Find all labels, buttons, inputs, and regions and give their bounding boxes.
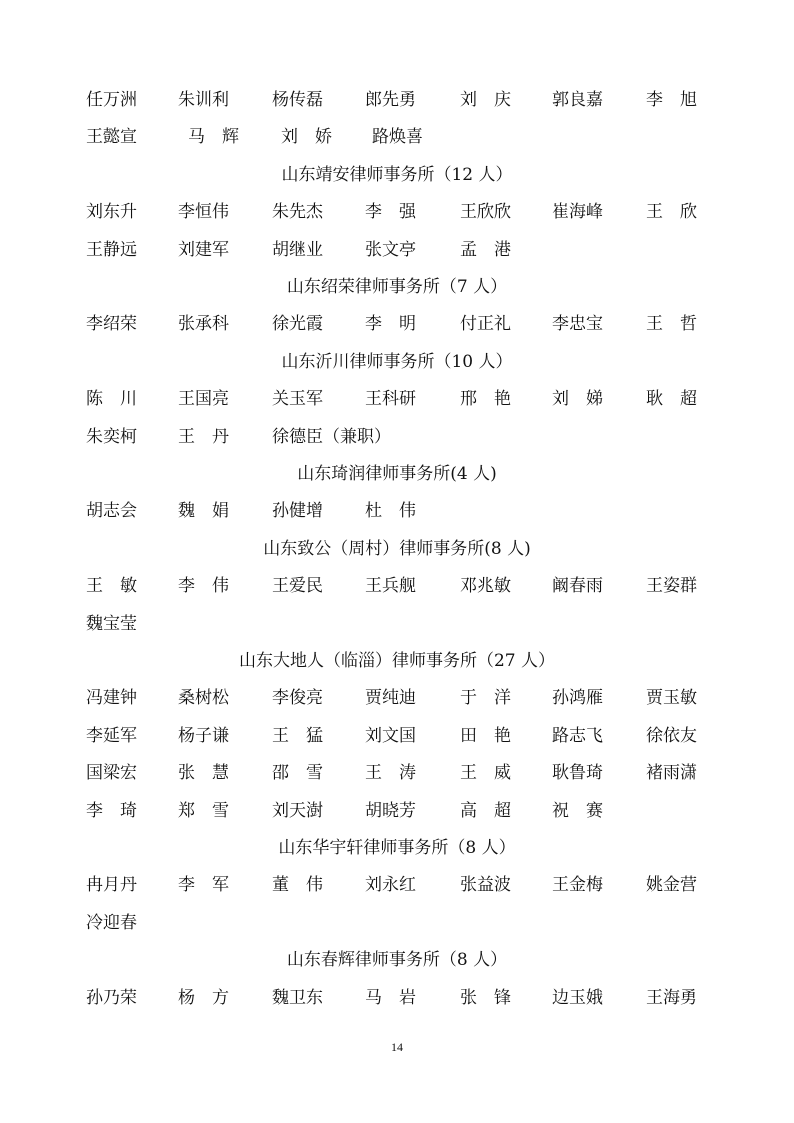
lawyer-name: 杨 方 bbox=[178, 987, 229, 1008]
lawyer-name: 徐德臣（兼职） bbox=[272, 426, 391, 447]
name-row bbox=[0, 871, 794, 899]
lawyer-name: 胡志会 bbox=[86, 501, 137, 522]
lawyer-name: 李 琦 bbox=[86, 800, 137, 821]
lawyer-name: 郎先勇 bbox=[365, 90, 416, 110]
lawyer-name: 李忠宝 bbox=[552, 314, 603, 335]
lawyer-name: 徐依友 bbox=[646, 725, 697, 746]
name-row bbox=[0, 310, 794, 338]
lawyer-name: 关玉军 bbox=[272, 389, 323, 410]
firm-heading bbox=[0, 946, 794, 974]
name-row bbox=[0, 722, 794, 750]
lawyer-name: 王海勇 bbox=[646, 987, 697, 1008]
lawyer-name: 刘 娇 bbox=[281, 127, 332, 148]
firm-heading-text: 山东琦润律师事务所(4 人) bbox=[297, 464, 497, 484]
name-row bbox=[0, 684, 794, 712]
lawyer-name: 朱训利 bbox=[178, 90, 229, 110]
lawyer-name: 朱奕柯 bbox=[86, 426, 137, 447]
lawyer-name: 马 岩 bbox=[365, 987, 416, 1008]
lawyer-name: 徐光霞 bbox=[272, 314, 323, 335]
name-row bbox=[0, 423, 794, 451]
lawyer-name: 王 哲 bbox=[646, 314, 697, 335]
lawyer-name: 国梁宏 bbox=[86, 763, 137, 784]
lawyer-name: 邢 艳 bbox=[460, 389, 511, 410]
lawyer-name: 付正礼 bbox=[460, 314, 511, 335]
name-row bbox=[0, 759, 794, 787]
lawyer-name: 张 锋 bbox=[460, 987, 511, 1008]
firm-heading-text: 山东致公（周村）律师事务所(8 人) bbox=[263, 538, 531, 559]
lawyer-name: 耿 超 bbox=[646, 389, 697, 410]
firm-heading bbox=[0, 348, 794, 376]
lawyer-name: 路焕喜 bbox=[372, 127, 423, 148]
lawyer-name: 杨子谦 bbox=[178, 725, 229, 746]
lawyer-name: 冉月丹 bbox=[86, 875, 137, 896]
lawyer-name: 王 威 bbox=[460, 763, 511, 784]
firm-heading bbox=[0, 273, 794, 301]
lawyer-name: 王 猛 bbox=[272, 725, 323, 746]
lawyer-name: 边玉娥 bbox=[552, 987, 603, 1008]
name-row bbox=[0, 123, 794, 151]
firm-heading bbox=[0, 834, 794, 862]
lawyer-name: 李绍荣 bbox=[86, 314, 137, 335]
lawyer-name: 李 明 bbox=[365, 314, 416, 335]
firm-heading-text: 山东沂川律师事务所（10 人） bbox=[281, 351, 513, 372]
lawyer-name: 王 涛 bbox=[365, 763, 416, 784]
lawyer-name: 邵 雪 bbox=[272, 763, 323, 784]
name-row bbox=[0, 610, 794, 638]
lawyer-name: 郭良嘉 bbox=[552, 90, 603, 110]
lawyer-name: 田 艳 bbox=[460, 725, 511, 746]
lawyer-name: 刘东升 bbox=[86, 202, 137, 223]
firm-heading-text: 山东大地人（临淄）律师事务所（27 人） bbox=[238, 651, 556, 671]
name-row bbox=[0, 497, 794, 525]
lawyer-name: 李 旭 bbox=[646, 90, 697, 110]
lawyer-name: 魏 娟 bbox=[178, 501, 229, 522]
page-number: 14 bbox=[391, 1040, 403, 1054]
lawyer-name: 孟 港 bbox=[460, 239, 511, 260]
name-row bbox=[0, 984, 794, 1012]
lawyer-name: 冷迎春 bbox=[86, 912, 137, 933]
name-row bbox=[0, 198, 794, 226]
lawyer-name: 胡晓芳 bbox=[365, 800, 416, 821]
lawyer-name: 阚春雨 bbox=[552, 576, 603, 597]
lawyer-name: 董 伟 bbox=[272, 875, 323, 896]
lawyer-name: 马 辉 bbox=[188, 127, 239, 148]
firm-heading-text: 山东华宇轩律师事务所（8 人） bbox=[278, 838, 516, 858]
name-row bbox=[0, 909, 794, 937]
lawyer-name: 魏卫东 bbox=[272, 987, 323, 1008]
lawyer-name: 张益波 bbox=[460, 875, 511, 896]
firm-heading bbox=[0, 460, 794, 488]
lawyer-name: 李延军 bbox=[86, 725, 137, 746]
lawyer-name: 刘建军 bbox=[178, 239, 229, 260]
lawyer-name: 姚金营 bbox=[646, 875, 697, 896]
name-row bbox=[0, 385, 794, 413]
lawyer-name: 李 军 bbox=[178, 875, 229, 896]
lawyer-name: 刘 庆 bbox=[460, 90, 511, 110]
lawyer-name: 刘永红 bbox=[365, 875, 416, 896]
lawyer-name: 李 强 bbox=[365, 202, 416, 223]
lawyer-name: 李 伟 bbox=[178, 576, 229, 597]
lawyer-name: 刘文国 bbox=[365, 725, 416, 746]
firm-heading bbox=[0, 647, 794, 675]
lawyer-name: 王兵舰 bbox=[365, 576, 416, 597]
lawyer-name: 王 敏 bbox=[86, 576, 137, 597]
lawyer-name: 孙乃荣 bbox=[86, 987, 137, 1008]
lawyer-name: 邓兆敏 bbox=[460, 576, 511, 597]
firm-heading-text: 山东春辉律师事务所（8 人） bbox=[286, 950, 508, 971]
lawyer-name: 孙健增 bbox=[272, 501, 323, 522]
firm-heading bbox=[0, 161, 794, 189]
lawyer-name: 李恒伟 bbox=[178, 202, 229, 223]
lawyer-name: 王姿群 bbox=[646, 576, 697, 597]
lawyer-name: 贾玉敏 bbox=[646, 688, 697, 709]
lawyer-name: 桑树松 bbox=[178, 688, 229, 709]
lawyer-name: 张承科 bbox=[178, 314, 229, 335]
lawyer-name: 孙鸿雁 bbox=[552, 688, 603, 709]
lawyer-name: 贾纯迪 bbox=[365, 688, 416, 709]
name-row bbox=[0, 572, 794, 600]
lawyer-name: 任万洲 bbox=[86, 90, 137, 110]
lawyer-name: 杜 伟 bbox=[365, 501, 416, 522]
lawyer-name: 高 超 bbox=[460, 800, 511, 821]
lawyer-name: 李俊亮 bbox=[272, 688, 323, 709]
lawyer-name: 郑 雪 bbox=[178, 800, 229, 821]
name-row bbox=[0, 236, 794, 264]
lawyer-name: 冯建钟 bbox=[86, 688, 137, 709]
lawyer-name: 王爱民 bbox=[272, 576, 323, 597]
lawyer-name: 崔海峰 bbox=[552, 202, 603, 223]
firm-heading bbox=[0, 535, 794, 563]
lawyer-name: 刘 娣 bbox=[552, 389, 603, 410]
lawyer-name: 王 丹 bbox=[178, 426, 229, 447]
lawyer-name: 褚雨潇 bbox=[646, 763, 697, 784]
name-row bbox=[0, 86, 794, 114]
lawyer-name: 朱先杰 bbox=[272, 202, 323, 223]
lawyer-name: 王 欣 bbox=[646, 202, 697, 223]
lawyer-name: 王金梅 bbox=[552, 875, 603, 896]
name-row bbox=[0, 797, 794, 825]
firm-heading-text: 山东靖安律师事务所（12 人） bbox=[281, 164, 513, 185]
lawyer-name: 王科研 bbox=[365, 389, 416, 410]
lawyer-name: 杨传磊 bbox=[272, 90, 323, 110]
lawyer-name: 王欣欣 bbox=[460, 202, 511, 223]
lawyer-name: 王国亮 bbox=[178, 389, 229, 410]
lawyer-name: 祝 赛 bbox=[552, 800, 603, 821]
lawyer-name: 王懿宣 bbox=[86, 127, 137, 148]
lawyer-name: 王静远 bbox=[86, 239, 137, 260]
lawyer-name: 于 洋 bbox=[460, 688, 511, 709]
lawyer-name: 刘天澍 bbox=[272, 800, 323, 821]
lawyer-name: 胡继业 bbox=[272, 239, 323, 260]
lawyer-name: 魏宝莹 bbox=[86, 613, 137, 634]
lawyer-name: 耿鲁琦 bbox=[552, 763, 603, 784]
lawyer-name: 陈 川 bbox=[86, 389, 137, 410]
lawyer-name: 张 慧 bbox=[178, 763, 229, 784]
firm-heading-text: 山东绍荣律师事务所（7 人） bbox=[286, 277, 508, 297]
lawyer-name: 路志飞 bbox=[552, 725, 603, 746]
lawyer-name: 张文亭 bbox=[365, 239, 416, 260]
